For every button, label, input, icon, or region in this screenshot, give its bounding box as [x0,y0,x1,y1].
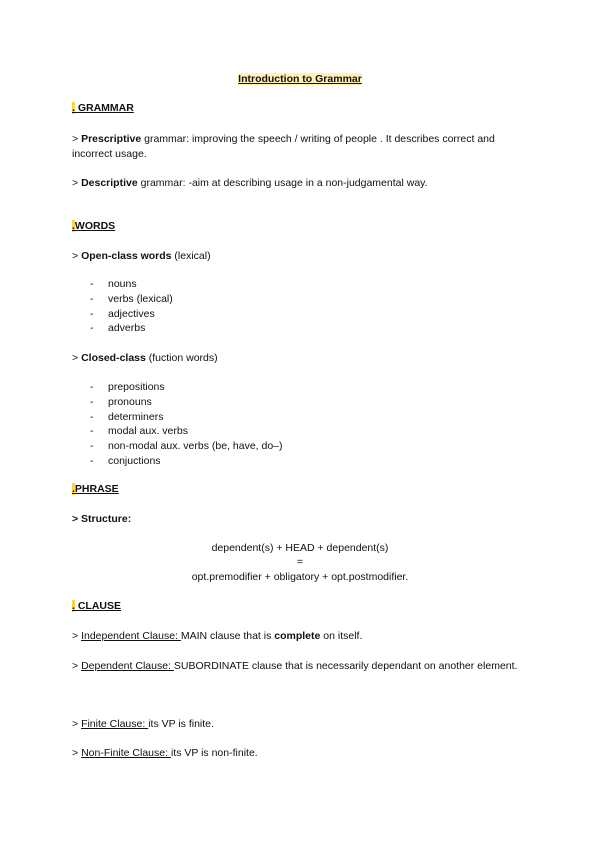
term-closed-class: Closed-class [81,352,146,364]
heading-label: PHRASE [74,483,119,495]
closed-class-list [72,380,283,469]
dependent-clause-paragraph [72,659,532,674]
list-item: - pronouns [72,395,283,410]
open-class-note: (lexical) [171,250,211,262]
list-item: - adverbs [72,321,173,336]
term-descriptive: Descriptive [81,177,138,189]
heading-bullet: . [72,483,75,495]
arrow-prefix: > [72,718,82,730]
term-prescriptive: Prescriptive [81,133,142,145]
independent-bold: complete [274,630,321,642]
arrow-prefix: > [72,747,82,759]
list-item: - non-modal aux. verbs (be, have, do–) [72,439,283,454]
heading-label: CLAUSE [74,600,122,612]
structure-label: > Structure: [72,513,132,525]
independent-text-b: on itself. [320,630,363,642]
heading-label: WORDS [74,220,116,232]
descriptive-definition: grammar: -aim at describing usage in a non-judgamental way. [137,177,428,189]
phrase-formula-line1: dependent(s) + HEAD + dependent(s) [211,542,389,554]
arrow-prefix: > [72,177,82,189]
finite-clause-paragraph [72,717,532,732]
arrow-prefix: > [72,133,82,145]
heading-bullet: . [72,102,75,114]
document-title [0,73,600,85]
heading-clause [72,600,121,612]
prescriptive-definition: grammar: improving the speech / writing of people . It describes correct and incorrect usage. [72,133,495,160]
heading-bullet: . [72,600,75,612]
heading-words [72,220,115,232]
list-item: - determiners [72,410,283,425]
prescriptive-paragraph [72,132,532,162]
open-class-list [72,277,173,336]
dependent-definition: SUBORDINATE clause that is necessarily dependant on another element. [173,660,518,672]
list-item: - verbs (lexical) [72,292,173,307]
closed-class-note: (fuction words) [145,352,218,364]
open-class-paragraph [72,249,532,264]
list-item: - conjuctions [72,454,283,469]
list-item: - modal aux. verbs [72,424,283,439]
heading-label: GRAMMAR [74,102,134,114]
arrow-prefix: > [72,630,82,642]
non-finite-definition: its VP is non-finite. [170,747,258,759]
list-item: - adjectives [72,307,173,322]
term-independent-clause: Independent Clause: [81,630,181,642]
heading-bullet: . [72,220,75,232]
title-text: Introduction to Grammar [238,73,362,85]
phrase-formula-line3: opt.premodifier + obligatory + opt.postmodifier. [191,571,409,583]
term-non-finite-clause: Non-Finite Clause: [81,747,171,759]
descriptive-paragraph [72,176,532,191]
arrow-prefix: > [72,250,82,262]
heading-grammar [72,102,134,114]
closed-class-paragraph [72,351,532,366]
independent-text-a: MAIN clause that is [180,630,275,642]
phrase-formula-equals: = [296,556,304,568]
heading-phrase [72,483,119,495]
term-dependent-clause: Dependent Clause: [81,660,174,672]
non-finite-clause-paragraph [72,746,532,761]
finite-definition: its VP is finite. [148,718,214,730]
list-item: - prepositions [72,380,283,395]
independent-clause-paragraph [72,629,532,644]
term-open-class: Open-class words [81,250,172,262]
arrow-prefix: > [72,352,82,364]
list-item: - nouns [72,277,173,292]
arrow-prefix: > [72,660,82,672]
term-finite-clause: Finite Clause: [81,718,149,730]
